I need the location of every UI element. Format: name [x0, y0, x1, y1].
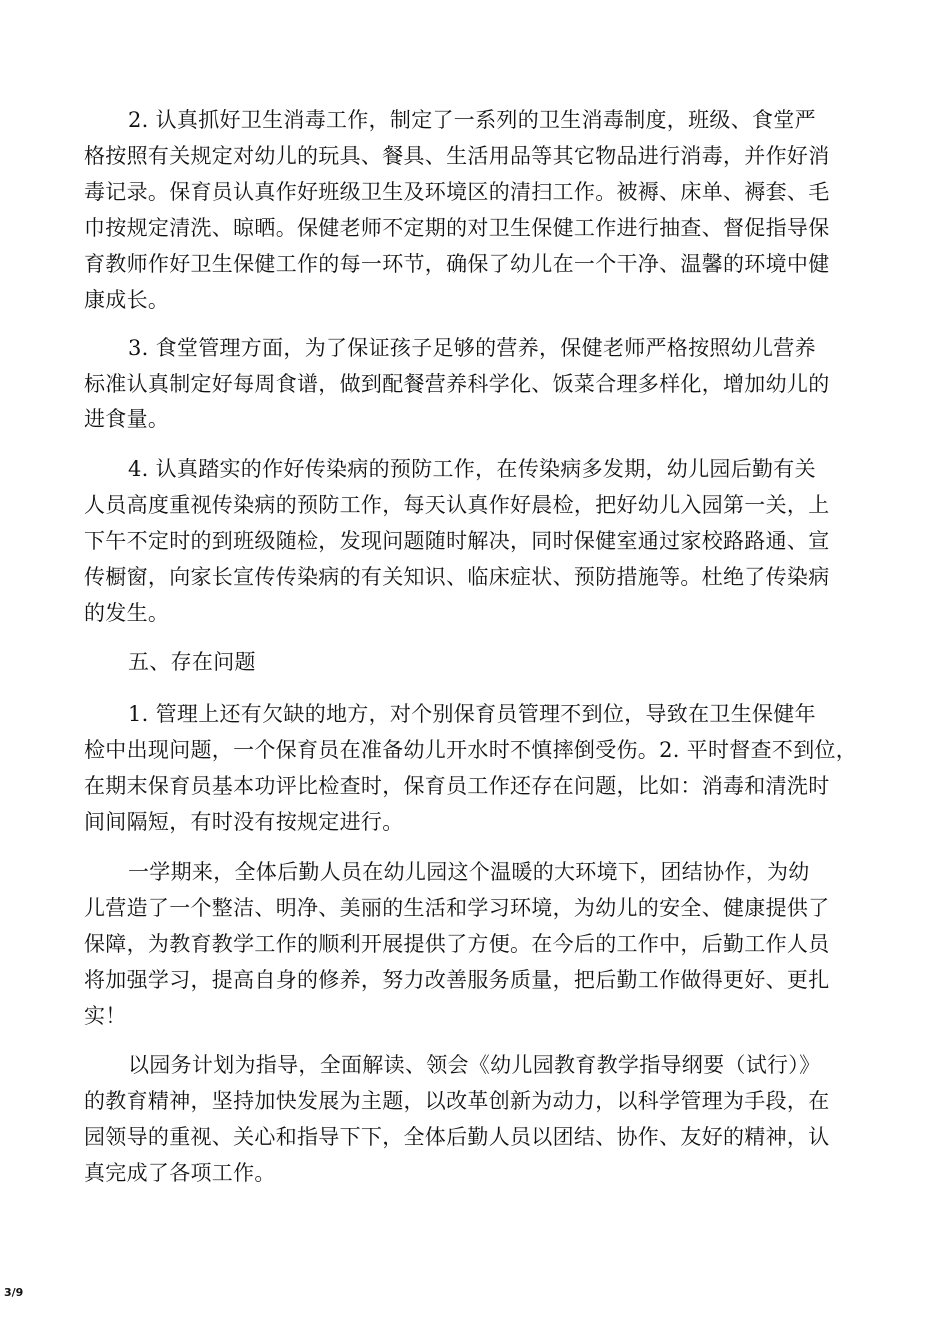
text-line: 巾按规定清洗、晾晒。保健老师不定期的对卫生保健工作进行抽查、督促指导保 — [84, 216, 830, 240]
text-line: 检中出现问题，一个保育员在准备幼儿开水时不慎摔倒受伤。2. 平时督查不到位， — [84, 738, 858, 762]
text-line: 传橱窗，向家长宣传传染病的有关知识、临床症状、预防措施等。杜绝了传染病 — [84, 565, 830, 589]
text-line: 以园务计划为指导，全面解读、领会《幼儿园教育教学指导纲要（试行）》 — [128, 1053, 821, 1077]
text-line: 的发生。 — [84, 601, 170, 625]
text-line: 实！ — [84, 1004, 127, 1028]
text-line: 将加强学习，提高自身的修养，努力改善服务质量，把后勤工作做得更好、更扎 — [84, 968, 830, 992]
text-line: 儿营造了一个整洁、明净、美丽的生活和学习环境，为幼儿的安全、健康提供了 — [84, 896, 830, 920]
text-line: 毒记录。保育员认真作好班级卫生及环境区的清扫工作。被褥、床单、褥套、毛 — [84, 180, 830, 204]
text-line: 的教育精神，坚持加快发展为主题，以改革创新为动力，以科学管理为手段，在 — [84, 1089, 830, 1113]
text-line: 一学期来，全体后勤人员在幼儿园这个温暖的大环境下，团结协作，为幼 — [128, 860, 810, 884]
text-line: 4. 认真踏实的作好传染病的预防工作，在传染病多发期，幼儿园后勤有关 — [128, 457, 816, 481]
text-line: 园领导的重视、关心和指导下下，全体后勤人员以团结、协作、友好的精神，认 — [84, 1125, 830, 1149]
text-line: 真完成了各项工作。 — [84, 1161, 276, 1185]
heading-text: 五、存在问题 — [128, 650, 256, 674]
text-line: 1. 管理上还有欠缺的地方，对个别保育员管理不到位，导致在卫生保健年 — [128, 702, 816, 726]
text-line: 进食量。 — [84, 407, 170, 431]
text-line: 间间隔短，有时没有按规定进行。 — [84, 810, 404, 834]
text-line: 标准认真制定好每周食谱，做到配餐营养科学化、饭菜合理多样化，增加幼儿的 — [84, 372, 830, 396]
text-line: 格按照有关规定对幼儿的玩具、餐具、生活用品等其它物品进行消毒，并作好消 — [84, 144, 830, 168]
text-line: 在期末保育员基本功评比检查时，保育员工作还存在问题，比如：消毒和清洗时 — [84, 774, 830, 798]
text-line: 育教师作好卫生保健工作的每一环节，确保了幼儿在一个干净、温馨的环境中健 — [84, 252, 830, 276]
text-line: 2. 认真抓好卫生消毒工作，制定了一系列的卫生消毒制度，班级、食堂严 — [128, 108, 816, 132]
text-line: 康成长。 — [84, 288, 170, 312]
text-line: 人员高度重视传染病的预防工作，每天认真作好晨检，把好幼儿入园第一关，上 — [84, 493, 830, 517]
text-line: 保障，为教育教学工作的顺利开展提供了方便。在今后的工作中，后勤工作人员 — [84, 932, 830, 956]
page-number: 3/9 — [4, 1286, 24, 1299]
text-line: 3. 食堂管理方面，为了保证孩子足够的营养，保健老师严格按照幼儿营养 — [128, 336, 816, 360]
text-line: 下午不定时的到班级随检，发现问题随时解决，同时保健室通过家校路路通、宣 — [84, 529, 830, 553]
